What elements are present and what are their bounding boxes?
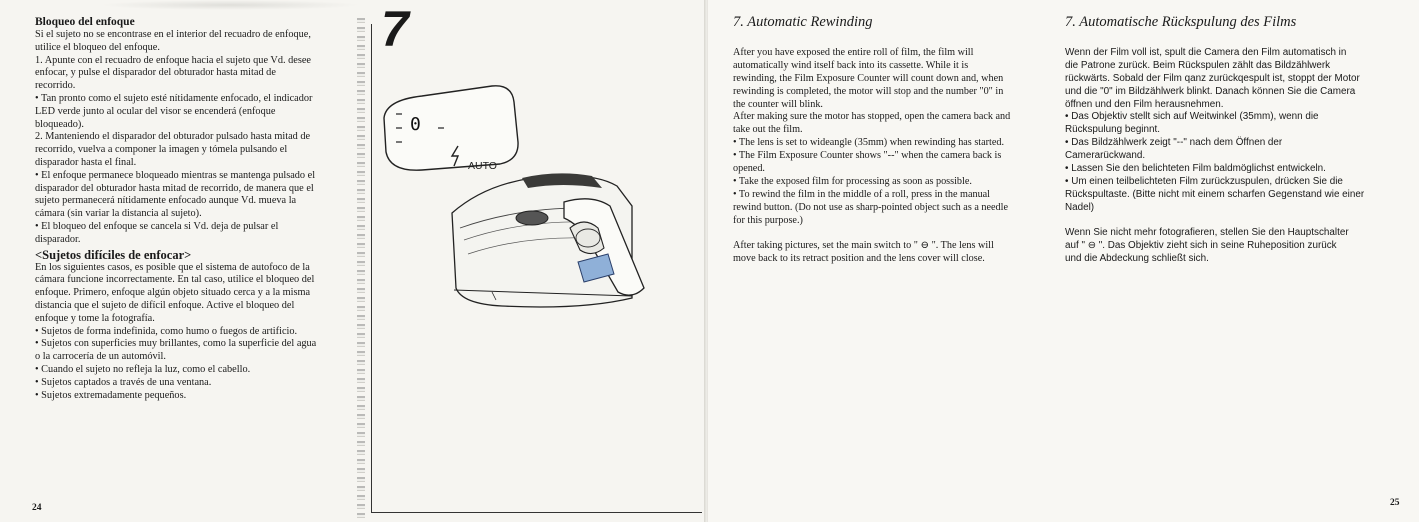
section-number: 7 [381,1,409,57]
de-line: Wenn der Film voll ist, spult die Camera den Film automatisch in [1065,46,1347,58]
es-line: bloqueado). [35,118,84,130]
es-line: • Sujetos captados a través de una ventana. [35,376,212,388]
es-line: Si el sujeto no se encontrase en el interior del recuadro de enfoque, [35,29,311,40]
es-line: • Sujetos con superficies muy brillantes, como la superficie del agua [35,338,317,350]
left-page [0,0,705,522]
en-line: • Take the exposed film for processing as soon as possible. [733,175,972,187]
german-title: 7. Automatische Rückspulung des Films [1065,14,1297,30]
de-line: und die Abdeckung schließt sich. [1065,252,1209,264]
de-line: Wenn Sie nicht mehr fotografieren, stellen Sie den Hauptschalter [1065,226,1349,238]
en-line: rewind button. (Do not use as sharp-pointed object such as a needle [733,201,1008,213]
page-number-right: 25 [1390,498,1400,508]
english-title: 7. Automatic Rewinding [733,14,873,30]
en-line: the counter will blink. [733,98,823,110]
de-line: die Patrone zurück. Beim Rückspulen zählt das Bildzählwerk [1065,59,1331,71]
en-line: After taking pictures, set the main switch to " ⊖ ". The lens will [733,239,994,251]
es-line: • Sujetos de forma indefinida, como humo o fuegos de artificio. [35,325,298,337]
es-line: • El bloqueo del enfoque se cancela si Vd. deja de pulsar el [35,220,279,232]
es-line: enfocar, y pulse el disparador del obturador hasta mitad de [35,67,276,79]
en-line: rewinding, the Film Exposure Counter will count down and, when [733,72,1004,84]
es-line: 2. Manteniendo el disparador del obturador pulsado hasta mitad de [35,131,311,143]
es-line: • Cuando el sujeto no refleja la luz, como el cabello. [35,363,251,375]
de-line: Nadel) [1065,201,1095,213]
right-page [708,0,1419,522]
es-line: enfoque y tome la fotografía. [35,312,155,324]
es-line: • Sujetos extremadamente pequeños. [35,389,187,401]
es-line: • Tan pronto como el sujeto esté nítidamente enfocado, el indicador [35,92,313,104]
de-line: Rückspulung beginnt. [1065,124,1160,136]
es-line: o la carrocería de un automóvil. [35,351,166,363]
es-line: disparador. [35,233,81,245]
focus-lock-heading: Bloqueo del enfoque [35,16,135,28]
de-line: • Um einen teilbelichteten Film zurückzuspulen, drücken Sie die [1065,175,1343,187]
es-line: utilice el bloqueo del enfoque. [35,41,160,53]
page-number-left: 24 [32,503,42,513]
en-line: rewinding is completed, the motor will stop and the number "0" in [733,85,1004,97]
en-line: • The lens is set to wideangle (35mm) when rewinding has started. [733,137,1005,149]
es-line: disparador hasta el final. [35,156,137,168]
german-column [1065,16,1365,265]
de-line: rückwärts. Sobald der Film qanz zurückqespult ist, stoppt der Motor [1065,72,1360,84]
en-line: opened. [733,163,765,175]
camera-illustration [382,78,682,318]
de-line: Camerarückwand. [1065,150,1146,162]
film-counter-display: 0 [410,114,422,135]
en-line: move back to its retract position and the lens cover will close. [733,252,985,264]
es-line: distancia que el sujeto de difícil enfoque. Active el bloqueo del [35,299,295,311]
es-line: enfoque. Primero, enfoque algún objeto situado cerca y a la misma [35,287,311,299]
es-line: disparador del obturador hasta mitad de recorrido, de manera que el [35,182,314,194]
en-line: take out the film. [733,124,803,136]
es-line: sujeto permanecerá nítidamente enfocado aunque Vd. mueva la [35,195,297,207]
en-line: automatically wind itself back into its cassette. While it is [733,59,969,71]
english-column [733,16,1035,265]
en-line: After making sure the motor has stopped, open the camera back and [733,111,1011,123]
de-line: öffnen und den Film herausnehmen. [1065,98,1224,110]
es-line: cámara (sin variar la distancia al sujeto). [35,208,202,220]
es-line: recorrido. [35,80,76,92]
spanish-column [35,16,347,402]
es-line: recorrido, vuelva a componer la imagen y tómela pulsando el [35,144,288,156]
lcd-panel [384,86,518,170]
es-line: 1. Apunte con el recuadro de enfoque hacia el sujeto que Vd. desee [35,54,312,66]
difficult-subjects-subheading: <Sujetos difíciles de enfocar> [35,247,192,262]
auto-mode-label: AUTO [468,160,497,172]
es-line: • El enfoque permanece bloqueado mientras se mantenga pulsado el [35,169,316,181]
es-line: En los siguientes casos, es posible que el sistema de autofoco de la [35,261,310,273]
scan-smudge [100,0,360,10]
de-line: auf " ⊖ ". Das Objektiv zieht sich in seine Ruheposition zurück [1065,239,1337,251]
en-line: • The Film Exposure Counter shows "--" when the camera back is [733,150,1002,162]
en-line: • To rewind the film in the middle of a roll, press in the manual [733,188,991,200]
de-line: • Lassen Sie den belichteten Film baldmöglichst entwickeln. [1065,163,1326,175]
es-line: cámara funcione incorrectamente. En tal caso, utilice el bloqueo del [35,274,315,286]
es-line: LED verde junto al ocular del visor se encenderá (enfoque [35,105,276,117]
de-line: Rückspultaste. (Bitte nicht mit einem scharfen Gegenstand wie einer [1065,188,1365,200]
rewind-dial [516,211,548,225]
en-line: for this purpose.) [733,214,803,226]
color-registration-strip [357,18,365,518]
de-line: • Das Bildzählwerk zeigt "--" nach dem Öffnen der [1065,137,1283,149]
de-line: und die "0" im Bildzählwerk blinkt. Danach können Sie die Camera [1065,85,1356,97]
de-line: • Das Objektiv stellt sich auf Weitwinkel (35mm), wenn die [1065,111,1319,123]
en-line: After you have exposed the entire roll of film, the film will [733,46,974,58]
